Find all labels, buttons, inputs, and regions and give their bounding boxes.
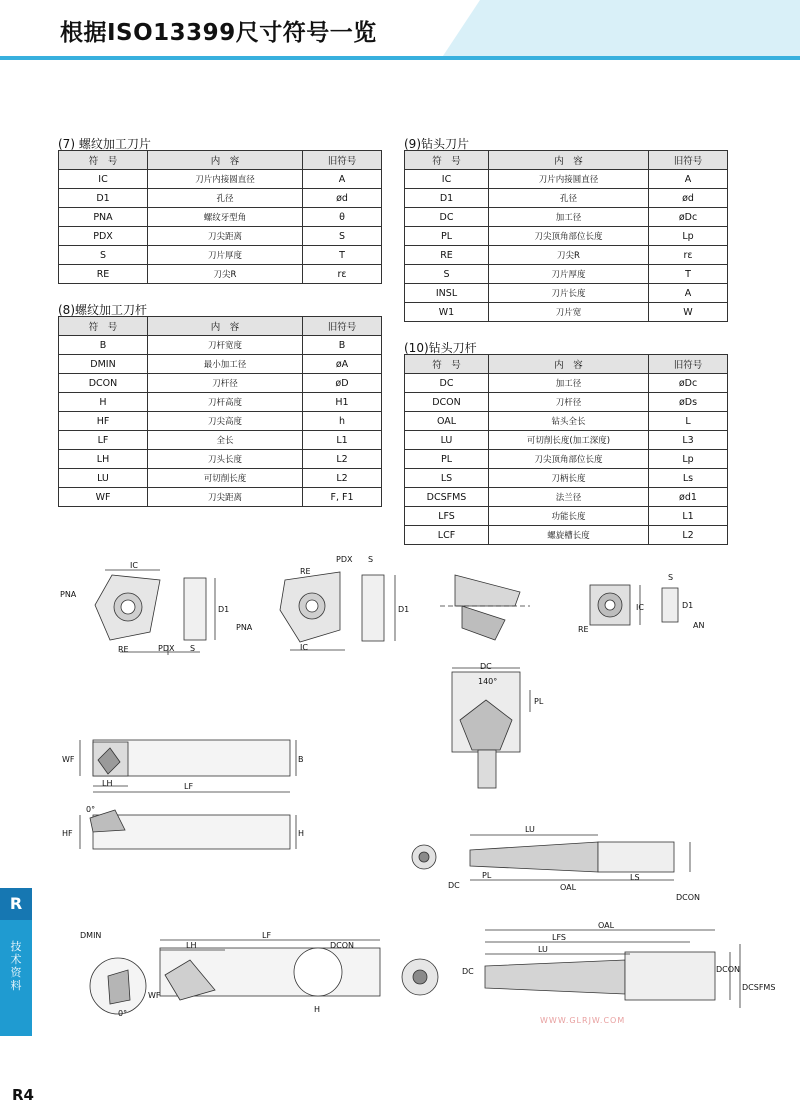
cell-content: 刀头长度 [148, 450, 303, 469]
cell-content: 刀尖顶角部位长度 [489, 227, 649, 246]
cell-old-symbol: L2 [303, 450, 382, 469]
cell-content: 刀尖顶角部位长度 [489, 450, 649, 469]
figure-thread-insert [95, 570, 215, 655]
figure-drill-insert [590, 585, 678, 625]
col-header-old-symbol: 旧符号 [649, 151, 728, 170]
cell-symbol: RE [405, 246, 489, 265]
fig-label: DC [480, 662, 492, 671]
col-header-content: 内 容 [148, 151, 303, 170]
cell-symbol: RE [59, 265, 148, 284]
fig-label: S [368, 555, 374, 564]
fig-label: LF [184, 782, 194, 791]
fig-label: DCON [716, 965, 741, 974]
cell-old-symbol: h [303, 412, 382, 431]
col-header-content: 内 容 [148, 317, 303, 336]
cell-old-symbol: S [303, 227, 382, 246]
fig-label: DC [462, 967, 474, 976]
section-title-thread-insert: (7) 螺纹加工刀片 [58, 137, 151, 151]
cell-symbol: LCF [405, 526, 489, 545]
chapter-label: 技术资料 [10, 940, 22, 992]
cell-content: 最小加工径 [148, 355, 303, 374]
section-title-drill-insert: (9)钻头刀片 [404, 137, 469, 151]
cell-content: 螺旋槽长度 [489, 526, 649, 545]
cell-old-symbol: L2 [649, 526, 728, 545]
fig-label: DCON [330, 941, 355, 950]
section-title-drill-holder: (10)钻头刀杆 [404, 341, 477, 355]
page-number: R4 [12, 1086, 34, 1104]
col-header-old-symbol: 旧符号 [649, 355, 728, 374]
fig-label: D1 [682, 601, 694, 610]
cell-symbol: PNA [59, 208, 148, 227]
fig-label: S [190, 644, 196, 653]
figure-holder-side [80, 810, 296, 849]
cell-old-symbol: L1 [303, 431, 382, 450]
page-title: 根据ISO13399尺寸符号一览 [60, 20, 377, 46]
cell-content: 可切削长度 [148, 469, 303, 488]
fig-label: OAL [560, 883, 577, 892]
cell-old-symbol: L3 [649, 431, 728, 450]
cell-content: 刀片长度 [489, 284, 649, 303]
cell-content: 加工径 [489, 374, 649, 393]
cell-old-symbol: rε [649, 246, 728, 265]
cell-content: 刀柄长度 [489, 469, 649, 488]
cell-old-symbol: H1 [303, 393, 382, 412]
fig-label: DCON [676, 893, 701, 902]
fig-label: LF [262, 931, 272, 940]
cell-content: 刀杆宽度 [148, 336, 303, 355]
fig-label: DMIN [80, 931, 102, 940]
cell-old-symbol: Lp [649, 227, 728, 246]
fig-label: LU [525, 825, 535, 834]
cell-content: 刀片内接圆直径 [489, 170, 649, 189]
cell-symbol: LF [59, 431, 148, 450]
fig-label: LH [102, 779, 113, 788]
cell-symbol: D1 [405, 189, 489, 208]
fig-label: PL [534, 697, 544, 706]
fig-label: LU [538, 945, 548, 954]
cell-old-symbol: Ls [649, 469, 728, 488]
cell-content: 刀片内接圆直径 [148, 170, 303, 189]
col-header-symbol: 符 号 [405, 151, 489, 170]
fig-label: D1 [218, 605, 230, 614]
cell-symbol: INSL [405, 284, 489, 303]
fig-label: PNA [60, 590, 77, 599]
cell-content: 刀尖R [148, 265, 303, 284]
cell-old-symbol: B [303, 336, 382, 355]
cell-old-symbol: T [649, 265, 728, 284]
cell-symbol: DCON [59, 374, 148, 393]
cell-content: 钻头全长 [489, 412, 649, 431]
cell-content: 刀杆高度 [148, 393, 303, 412]
figure-drill-head [452, 668, 530, 788]
col-header-old-symbol: 旧符号 [303, 151, 382, 170]
fig-label: AN [693, 621, 705, 630]
cell-old-symbol: W [649, 303, 728, 322]
fig-label: DC [448, 881, 460, 890]
chapter-letter: R [0, 888, 32, 920]
fig-label: LFS [552, 933, 566, 942]
fig-label: WF [148, 991, 161, 1000]
cell-symbol: LU [405, 431, 489, 450]
cell-old-symbol: ød [649, 189, 728, 208]
section-title-thread-holder: (8)螺纹加工刀杆 [58, 303, 147, 317]
fig-label: D1 [398, 605, 410, 614]
col-header-symbol: 符 号 [59, 317, 148, 336]
cell-content: 刀尖距离 [148, 488, 303, 507]
figure-boring-bar [90, 940, 380, 1014]
cell-old-symbol: øDc [649, 208, 728, 227]
cell-symbol: D1 [59, 189, 148, 208]
col-header-content: 内 容 [489, 355, 649, 374]
cell-old-symbol: Lp [649, 450, 728, 469]
fig-label: 0° [118, 1009, 128, 1018]
cell-symbol: B [59, 336, 148, 355]
fig-label: HF [62, 829, 73, 838]
fig-label: IC [636, 603, 644, 612]
cell-symbol: LH [59, 450, 148, 469]
fig-label: PDX [158, 644, 175, 653]
fig-label: IC [130, 561, 138, 570]
fig-label: PNA [236, 623, 253, 632]
cell-content: 刀片宽 [489, 303, 649, 322]
fig-label: H [314, 1005, 321, 1014]
cell-old-symbol: øDc [649, 374, 728, 393]
cell-symbol: OAL [405, 412, 489, 431]
cell-content: 功能长度 [489, 507, 649, 526]
cell-symbol: HF [59, 412, 148, 431]
cell-symbol: PL [405, 227, 489, 246]
cell-content: 刀片厚度 [489, 265, 649, 284]
fig-label: PDX [336, 555, 353, 564]
cell-old-symbol: A [649, 170, 728, 189]
cell-symbol: PDX [59, 227, 148, 246]
watermark: WWW.GLRJW.COM [540, 1016, 626, 1025]
fig-label: DCSFMS [742, 983, 776, 992]
col-header-old-symbol: 旧符号 [303, 317, 382, 336]
cell-symbol: IC [405, 170, 489, 189]
cell-symbol: IC [59, 170, 148, 189]
fig-label: LH [186, 941, 197, 950]
cell-old-symbol: øA [303, 355, 382, 374]
cell-symbol: DCON [405, 393, 489, 412]
cell-old-symbol: rε [303, 265, 382, 284]
cell-symbol: DCSFMS [405, 488, 489, 507]
fig-label: 0° [86, 805, 96, 814]
cell-content: 全长 [148, 431, 303, 450]
fig-label: IC [300, 643, 308, 652]
fig-label: H [298, 829, 305, 838]
cell-old-symbol: ød [303, 189, 382, 208]
cell-symbol: S [59, 246, 148, 265]
cell-content: 可切削长度(加工深度) [489, 431, 649, 450]
cell-symbol: LFS [405, 507, 489, 526]
figure-drill-tip [440, 575, 530, 640]
cell-content: 刀尖R [489, 246, 649, 265]
cell-content: 孔径 [148, 189, 303, 208]
cell-old-symbol: øDs [649, 393, 728, 412]
cell-content: 刀尖高度 [148, 412, 303, 431]
cell-symbol: W1 [405, 303, 489, 322]
cell-symbol: DMIN [59, 355, 148, 374]
cell-old-symbol: F, F1 [303, 488, 382, 507]
fig-label: S [668, 573, 674, 582]
cell-content: 法兰径 [489, 488, 649, 507]
fig-label: RE [118, 645, 129, 654]
fig-label: RE [578, 625, 589, 634]
fig-label: B [298, 755, 304, 764]
cell-old-symbol: θ [303, 208, 382, 227]
figure-drill-flange [402, 930, 740, 1008]
cell-old-symbol: T [303, 246, 382, 265]
cell-content: 螺纹牙型角 [148, 208, 303, 227]
cell-content: 刀片厚度 [148, 246, 303, 265]
cell-content: 刀杆径 [489, 393, 649, 412]
figure-drill-body [412, 835, 690, 880]
fig-label: WF [62, 755, 75, 764]
cell-old-symbol: A [649, 284, 728, 303]
cell-content: 刀尖距离 [148, 227, 303, 246]
cell-old-symbol: L [649, 412, 728, 431]
fig-label: OAL [598, 921, 615, 930]
cell-symbol: H [59, 393, 148, 412]
cell-symbol: LU [59, 469, 148, 488]
fig-label: RE [300, 567, 311, 576]
cell-old-symbol: L2 [303, 469, 382, 488]
figure-thread-insert-2 [280, 572, 395, 650]
cell-symbol: DC [405, 374, 489, 393]
cell-old-symbol: øD [303, 374, 382, 393]
col-header-content: 内 容 [489, 151, 649, 170]
col-header-symbol: 符 号 [59, 151, 148, 170]
cell-old-symbol: L1 [649, 507, 728, 526]
cell-symbol: S [405, 265, 489, 284]
fig-label: PL [482, 871, 492, 880]
cell-content: 加工径 [489, 208, 649, 227]
cell-symbol: WF [59, 488, 148, 507]
cell-symbol: PL [405, 450, 489, 469]
cell-content: 刀杆径 [148, 374, 303, 393]
cell-content: 孔径 [489, 189, 649, 208]
fig-label: LS [630, 873, 640, 882]
col-header-symbol: 符 号 [405, 355, 489, 374]
fig-label: 140° [478, 677, 498, 686]
cell-old-symbol: A [303, 170, 382, 189]
cell-old-symbol: ød1 [649, 488, 728, 507]
cell-symbol: LS [405, 469, 489, 488]
cell-symbol: DC [405, 208, 489, 227]
